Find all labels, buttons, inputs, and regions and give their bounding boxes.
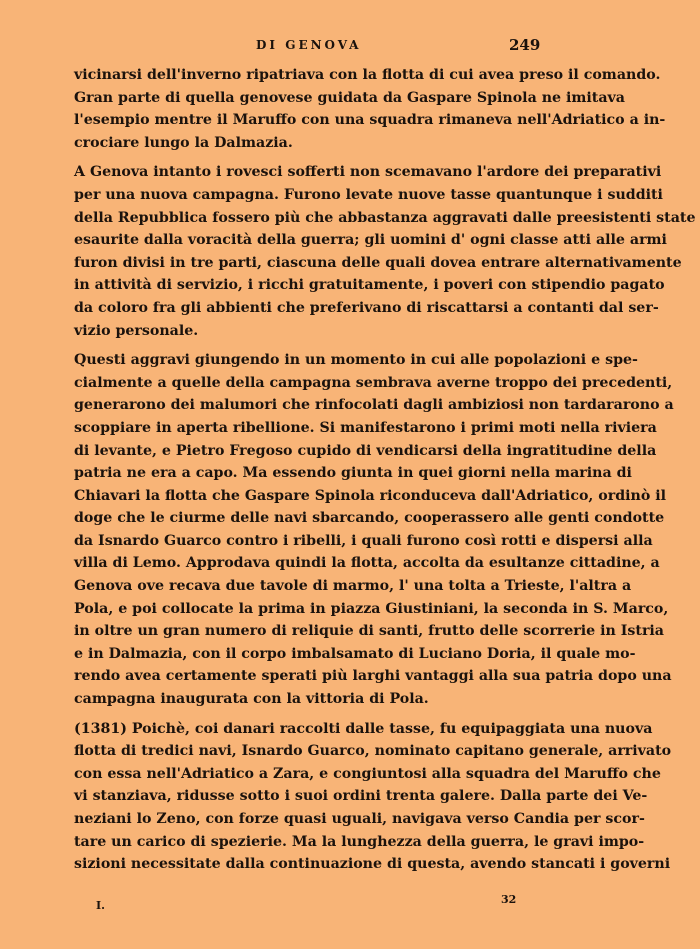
text-line: da Isnardo Guarco contro i ribelli, i quali furono così rotti e dispersi alla: [74, 532, 653, 549]
text-line: vi stanziava, ridusse sotto i suoi ordini trenta galere. Dalla parte dei Ve-: [74, 788, 648, 805]
paragraph-2: [74, 161, 696, 342]
text-line: neziani lo Zeno, con forze quasi uguali, navigava verso Candia per scor-: [74, 811, 645, 827]
text-line: A Genova intanto i rovesci sofferti non scemavano l'ardore dei preparativi: [74, 164, 662, 181]
text-line: (1381) Poichè, coi danari raccolti dalle tasse, fu equipaggiata una nuova: [74, 720, 653, 737]
text-line: da coloro fra gli abbienti che preferivano di riscattarsi a contanti dal ser-: [74, 299, 659, 316]
text-line: l'esempio mentre il Maruffo con una squadra rimaneva nell'Adriatico a in-: [74, 112, 666, 129]
running-head: DI GENOVA: [256, 38, 362, 52]
text-line: villa di Lemo. Approdava quindi la flotta, accolta da esultanze cittadine, a: [74, 555, 660, 572]
text-line: patria ne era a capo. Ma essendo giunta in quei giorni nella marina di: [74, 465, 632, 482]
text-line: Questi aggravi giungendo in un momento in cui alle popolazioni e spe-: [74, 352, 638, 369]
text-line: in oltre un gran numero di reliquie di santi, frutto delle scorrerie in Istria: [74, 623, 665, 640]
text-line: e in Dalmazia, con il corpo imbalsamato di Luciano Doria, il quale mo-: [74, 645, 636, 662]
text-line: vizio personale.: [74, 322, 199, 339]
text-line: tare un carico di spezierie. Ma la lunghezza della guerra, le gravi impo-: [74, 833, 645, 850]
text-line: campagna inaugurata con la vittoria di Pola.: [74, 691, 429, 708]
text-line: flotta di tredici navi, Isnardo Guarco, nominato capitano generale, arrivato: [74, 743, 672, 760]
text-line: crociare lungo la Dalmazia.: [74, 134, 293, 151]
text-line: furon divisi in tre parti, ciascuna delle quali dovea entrare alternativamente: [74, 254, 682, 271]
page-number: 249: [509, 36, 541, 54]
text-line: per una nuova campagna. Furono levate nuove tasse quantunque i sudditi: [74, 186, 663, 203]
text-line: della Repubblica fossero più che abbastanza aggravati dalle preesistenti state: [74, 209, 696, 226]
text-line: doge che le ciurme delle navi sbarcando, cooperassero alle genti condotte: [74, 510, 665, 527]
text-line: Genova ove recava due tavole di marmo, l' una tolta a Trieste, l'altra a: [74, 578, 632, 595]
text-line: in attività di servizio, i ricchi gratuitamente, i poveri con stipendio pagato: [74, 277, 665, 294]
text-line: sizioni necessitate dalla continuazione di questa, avendo stancati i governi: [74, 856, 671, 873]
signature-mark-right: 32: [501, 893, 517, 906]
signature-mark-left: I.: [96, 899, 105, 912]
body-text: [74, 64, 696, 876]
text-line: generarono dei malumori che rinfocolati dagli ambiziosi non tardararono a: [74, 397, 674, 414]
text-line: rendo avea certamente sperati più larghi vantaggi alla sua patria dopo una: [74, 668, 672, 685]
paragraph-3: [74, 349, 674, 711]
text-line: Pola, e poi collocate la prima in piazza Giustiniani, la seconda in S. Marco,: [74, 600, 669, 617]
paragraph-4: [74, 718, 672, 876]
text-line: di levante, e Pietro Fregoso cupido di vendicarsi della ingratitudine della: [74, 442, 657, 459]
text-line: cialmente a quelle della campagna sembrava averne troppo dei precedenti,: [74, 374, 673, 391]
text-line: Chiavari la flotta che Gaspare Spinola riconduceva dall'Adriatico, ordinò il: [74, 487, 667, 504]
text-line: vicinarsi dell'inverno ripatriava con la flotta di cui avea preso il comando.: [74, 67, 661, 83]
text-line: con essa nell'Adriatico a Zara, e congiuntosi alla squadra del Maruffo che: [74, 765, 661, 782]
paragraph-1: [74, 64, 666, 154]
text-line: scoppiare in aperta ribellione. Si manifestarono i primi moti nella riviera: [74, 419, 657, 436]
text-line: Gran parte di quella genovese guidata da Gaspare Spinola ne imitava: [74, 89, 625, 106]
text-line: esaurite dalla voracità della guerra; gli uomini d' ogni classe atti alle armi: [74, 232, 667, 249]
